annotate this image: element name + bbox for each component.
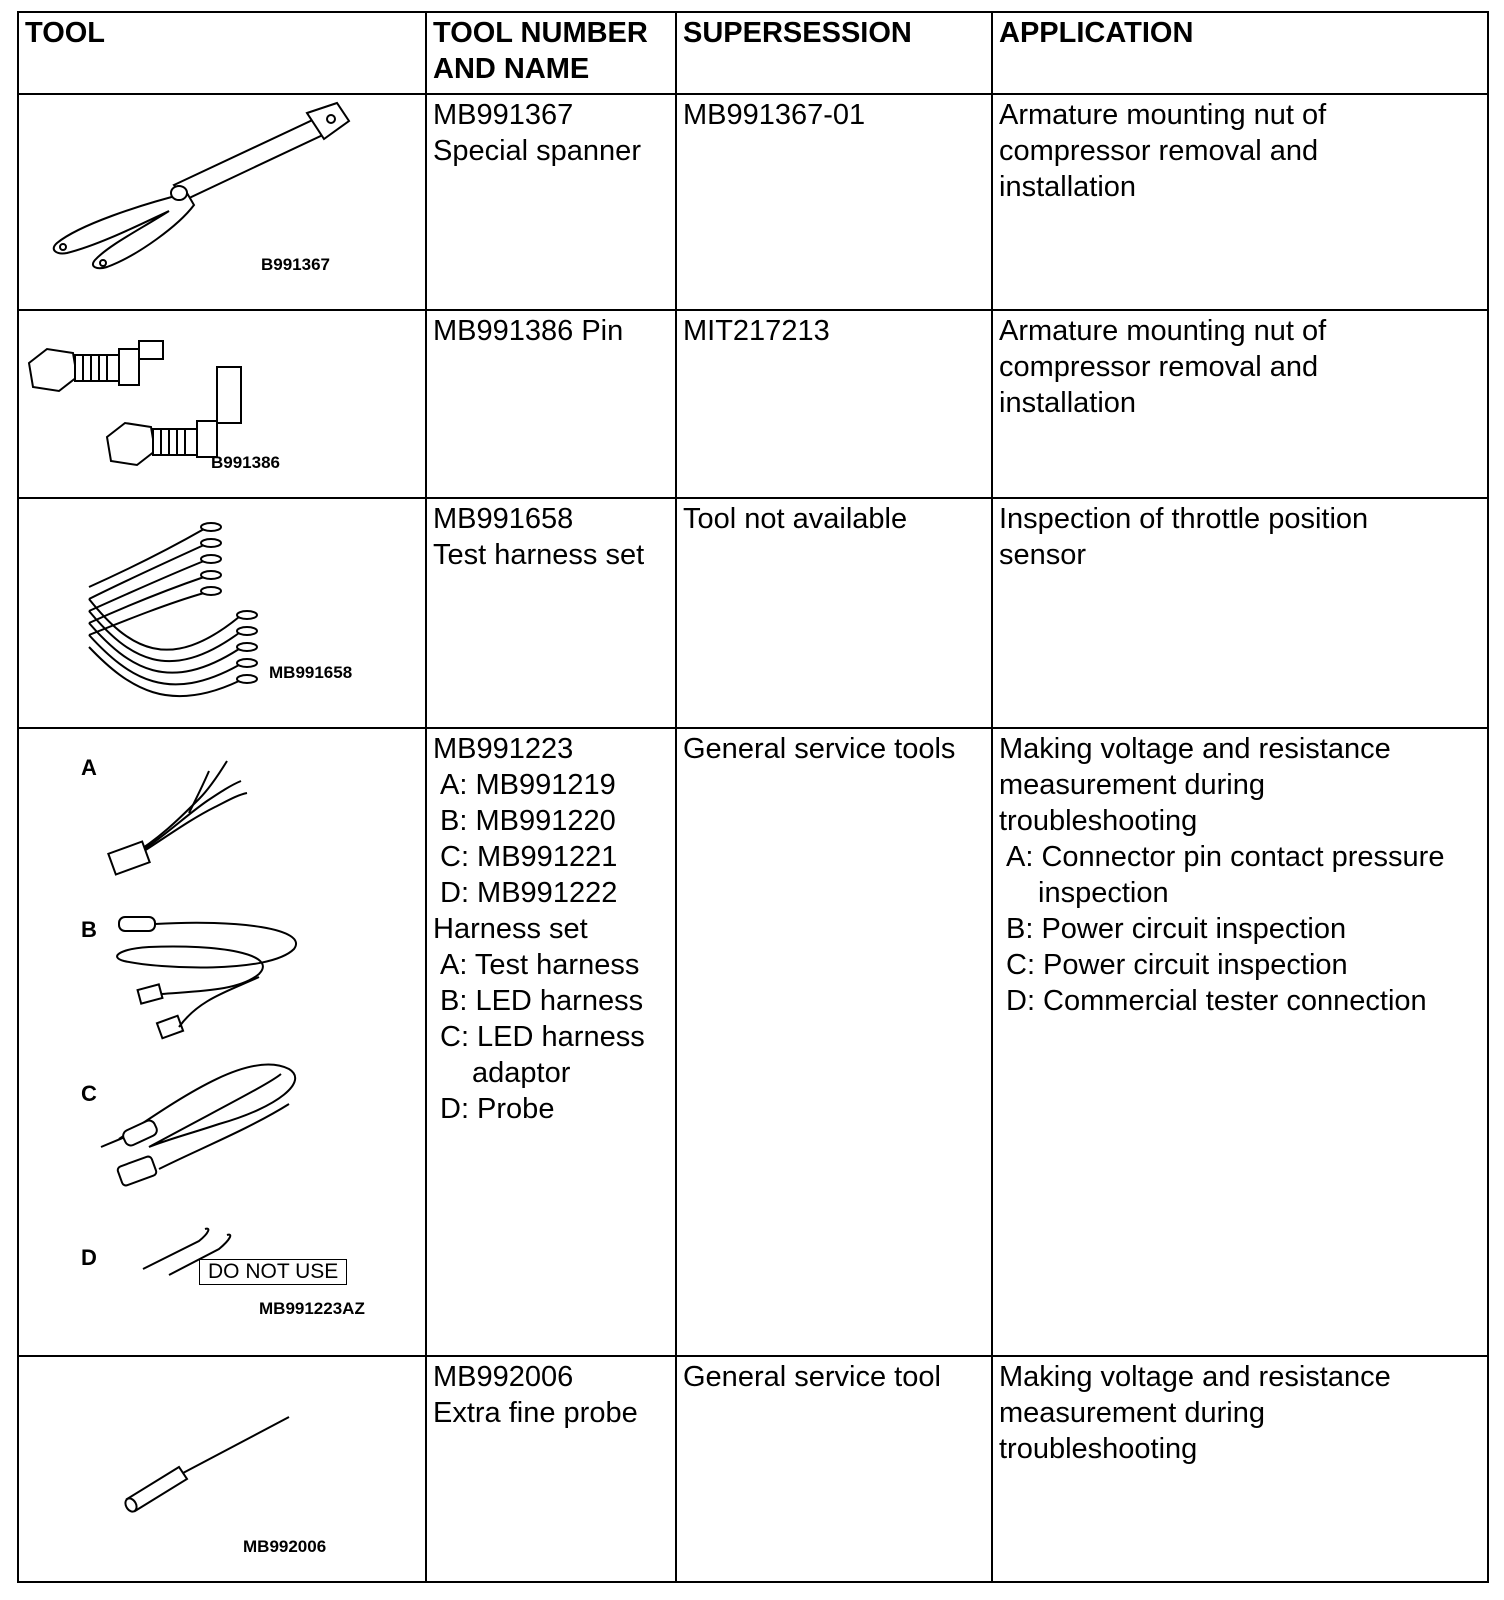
sub-letter-d: D: [81, 1245, 97, 1270]
supersession-cell: General service tool: [676, 1356, 992, 1582]
application-cell: Armature mounting nut of compressor removal and installation: [992, 94, 1488, 310]
header-row: [18, 12, 1488, 94]
header-application: APPLICATION: [992, 12, 1488, 94]
header-supersession: SUPERSESSION: [676, 12, 992, 94]
header-tool-number: TOOL NUMBER AND NAME: [426, 12, 676, 94]
figure-label: B991367: [261, 255, 331, 274]
tool-illustration-cell: [18, 728, 426, 1356]
sub-letter-b: B: [81, 917, 97, 942]
sub-letter-a: A: [81, 755, 97, 780]
supersession-cell: Tool not available: [676, 498, 992, 728]
application-cell: Making voltage and resistance measurement during troubleshooting: [992, 1356, 1488, 1582]
application-cell: Armature mounting nut of compressor removal and installation: [992, 310, 1488, 498]
test-harness-set-illustration: [19, 499, 423, 725]
figure-label: MB991223AZ: [259, 1299, 365, 1318]
application-cell: Making voltage and resistance measurement during troubleshooting A: Connector pin contact pressure inspection B: Power circuit inspection C: Power circuit inspection D: Commercial tester connection: [992, 728, 1488, 1356]
figure-label: B991386: [211, 453, 281, 472]
supersession-cell: MB991367-01: [676, 94, 992, 310]
tool-number-cell: MB992006 Extra fine probe: [426, 1356, 676, 1582]
application-cell: Inspection of throttle position sensor: [992, 498, 1488, 728]
tool-illustration-cell: [18, 1356, 426, 1582]
extra-fine-probe-illustration: [19, 1357, 423, 1579]
tool-illustration-cell: [18, 498, 426, 728]
tool-number-cell: MB991223 A: MB991219 B: MB991220 C: MB991221 D: MB991222 Harness set A: Test harness B: LED harness C: LED harness adaptor D: Probe: [426, 728, 676, 1356]
tool-illustration-cell: [18, 310, 426, 498]
special-tools-table: [17, 11, 1489, 1583]
figure-label: MB992006: [243, 1537, 327, 1556]
do-not-use-notice: DO NOT USE: [199, 1259, 347, 1285]
sub-letter-c: C: [81, 1081, 97, 1106]
figure-label: MB991658: [269, 663, 353, 682]
table-row: [18, 94, 1488, 310]
tool-number-cell: MB991658 Test harness set: [426, 498, 676, 728]
table-row: [18, 728, 1488, 1356]
supersession-cell: General service tools: [676, 728, 992, 1356]
tool-number-cell: MB991386 Pin: [426, 310, 676, 498]
supersession-cell: MIT217213: [676, 310, 992, 498]
table-row: [18, 1356, 1488, 1582]
special-spanner-illustration: [19, 95, 423, 307]
tool-illustration-cell: [18, 94, 426, 310]
table-row: [18, 310, 1488, 498]
tool-number-cell: MB991367 Special spanner: [426, 94, 676, 310]
table-row: [18, 498, 1488, 728]
header-tool: TOOL: [18, 12, 426, 94]
